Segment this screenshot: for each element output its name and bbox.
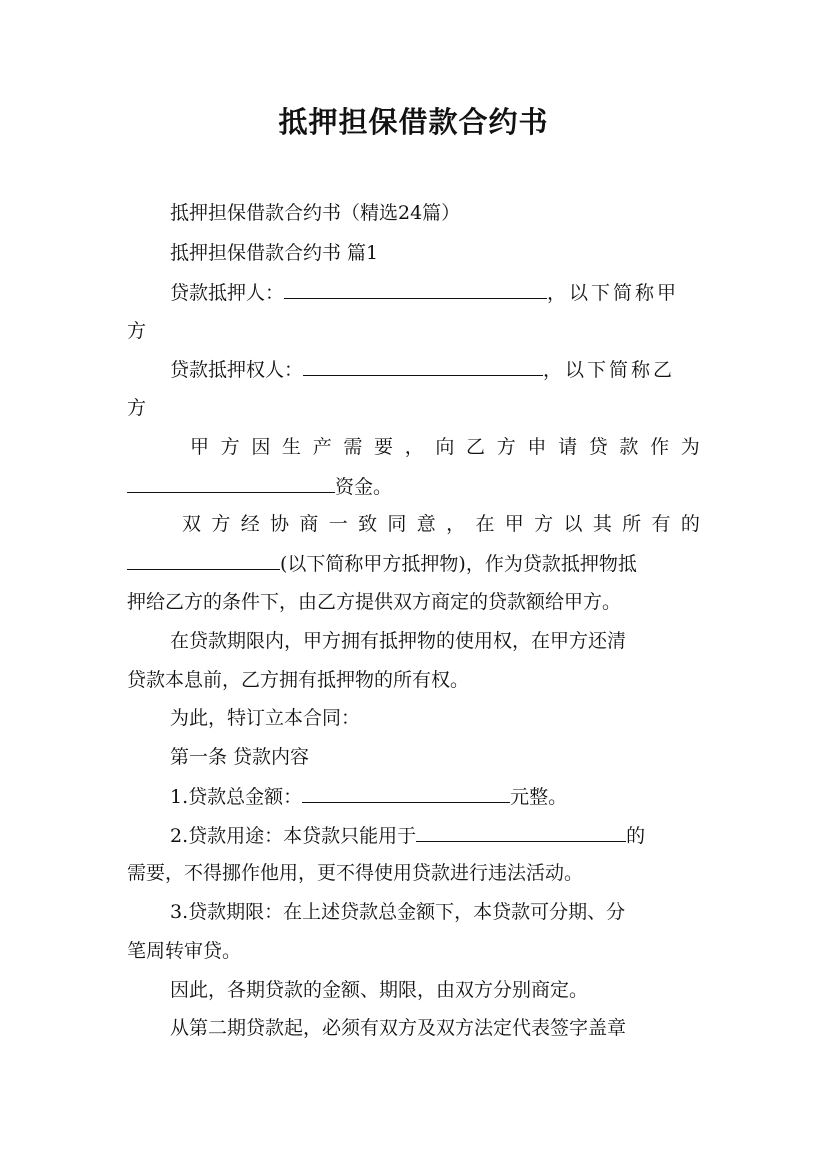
para1-char: 向 bbox=[435, 436, 455, 458]
mortgagee-label: 贷款抵押权人： bbox=[170, 359, 304, 381]
para1-char: 方 bbox=[496, 436, 516, 458]
mortgagor-suffix: ，以下简称甲 bbox=[547, 282, 680, 304]
para1-char: 因 bbox=[251, 436, 271, 458]
para2-char: 其 bbox=[592, 513, 612, 535]
mortgagee-suffix: ，以下简称乙 bbox=[543, 359, 676, 381]
para2-char: 致 bbox=[358, 513, 378, 535]
para2-char: 以 bbox=[563, 513, 583, 535]
mortgagor-line bbox=[170, 279, 679, 306]
para1-char: 请 bbox=[558, 436, 578, 458]
usage-blank bbox=[416, 822, 626, 842]
mortgagee-wrap: 方 bbox=[127, 397, 147, 419]
item1-line bbox=[170, 783, 567, 810]
para1-char: 产 bbox=[312, 436, 332, 458]
para1-char: 款 bbox=[619, 436, 639, 458]
para1-char: 生 bbox=[282, 436, 302, 458]
item3-line1: 3.贷款期限：在上述贷款总金额下，本贷款可分期、分 bbox=[170, 901, 626, 923]
para2-line3: 押给乙方的条件下，由乙方提供双方商定的贷款额给甲方。 bbox=[127, 591, 622, 613]
para1-char: 乙 bbox=[466, 436, 486, 458]
article1-heading: 第一条 贷款内容 bbox=[170, 746, 310, 768]
para3-line2: 贷款本息前，乙方拥有抵押物的所有权。 bbox=[127, 669, 470, 691]
para1-char: 为 bbox=[680, 436, 700, 458]
para2-char: 有 bbox=[651, 513, 671, 535]
item1-label: 1.贷款总金额： bbox=[170, 786, 303, 808]
para2-line1 bbox=[182, 511, 700, 537]
item1-suffix: 元整。 bbox=[510, 786, 568, 808]
para2-char: 协 bbox=[270, 513, 290, 535]
mortgagee-line bbox=[170, 356, 675, 383]
para2-char: 的 bbox=[680, 513, 700, 535]
para2-char: ， bbox=[446, 513, 466, 535]
para1-char: 甲 bbox=[190, 436, 210, 458]
para5: 因此，各期贷款的金额、期限，由双方分别商定。 bbox=[170, 979, 589, 1001]
para1-char: 要 bbox=[374, 436, 394, 458]
para1-char: 方 bbox=[220, 436, 240, 458]
para2-char: 所 bbox=[622, 513, 642, 535]
para1-char: 需 bbox=[343, 436, 363, 458]
para2-char: 经 bbox=[240, 513, 260, 535]
collateral-blank bbox=[127, 550, 280, 570]
para2-char: 同 bbox=[387, 513, 407, 535]
mortgagee-blank bbox=[303, 356, 543, 376]
item3-line2: 笔周转审贷。 bbox=[127, 940, 242, 962]
item2-suffix: 的 bbox=[626, 825, 646, 847]
para1-char: 申 bbox=[527, 436, 547, 458]
para6: 从第二期贷款起，必须有双方及双方法定代表签字盖章 bbox=[170, 1017, 627, 1039]
para4: 为此，特订立本合同： bbox=[170, 707, 361, 729]
para2-char: 方 bbox=[211, 513, 231, 535]
para1-line2 bbox=[127, 473, 392, 500]
para2-suffix: (以下简称甲方抵押物)，作为贷款抵押物抵 bbox=[280, 553, 637, 575]
para2-char: 甲 bbox=[504, 513, 524, 535]
item2-label: 2.贷款用途：本贷款只能用于 bbox=[170, 825, 417, 847]
purpose-blank bbox=[127, 473, 335, 493]
para2-line2 bbox=[127, 550, 637, 577]
para2-char: 双 bbox=[182, 513, 202, 535]
para2-char: 商 bbox=[299, 513, 319, 535]
item2-line1 bbox=[170, 822, 645, 849]
mortgagor-blank bbox=[284, 279, 547, 299]
document-subtitle: 抵押担保借款合约书（精选24篇） bbox=[170, 202, 461, 224]
para2-char: 在 bbox=[475, 513, 495, 535]
document-title: 抵押担保借款合约书 bbox=[278, 105, 549, 139]
mortgagor-wrap: 方 bbox=[127, 320, 147, 342]
para2-char: 方 bbox=[534, 513, 554, 535]
para1-char: 作 bbox=[650, 436, 670, 458]
para1-char: ， bbox=[404, 436, 424, 458]
para3-line1: 在贷款期限内，甲方拥有抵押物的使用权，在甲方还清 bbox=[170, 630, 627, 652]
para1-suffix: 资金。 bbox=[335, 476, 393, 498]
para1-line1 bbox=[190, 434, 700, 460]
amount-blank bbox=[302, 783, 510, 803]
para2-char: 意 bbox=[416, 513, 436, 535]
mortgagor-label: 贷款抵押人： bbox=[170, 282, 285, 304]
section-heading: 抵押担保借款合约书 篇1 bbox=[170, 242, 379, 264]
para1-char: 贷 bbox=[588, 436, 608, 458]
item2-line2: 需要，不得挪作他用，更不得使用贷款进行违法活动。 bbox=[127, 862, 584, 884]
para2-char: 一 bbox=[328, 513, 348, 535]
